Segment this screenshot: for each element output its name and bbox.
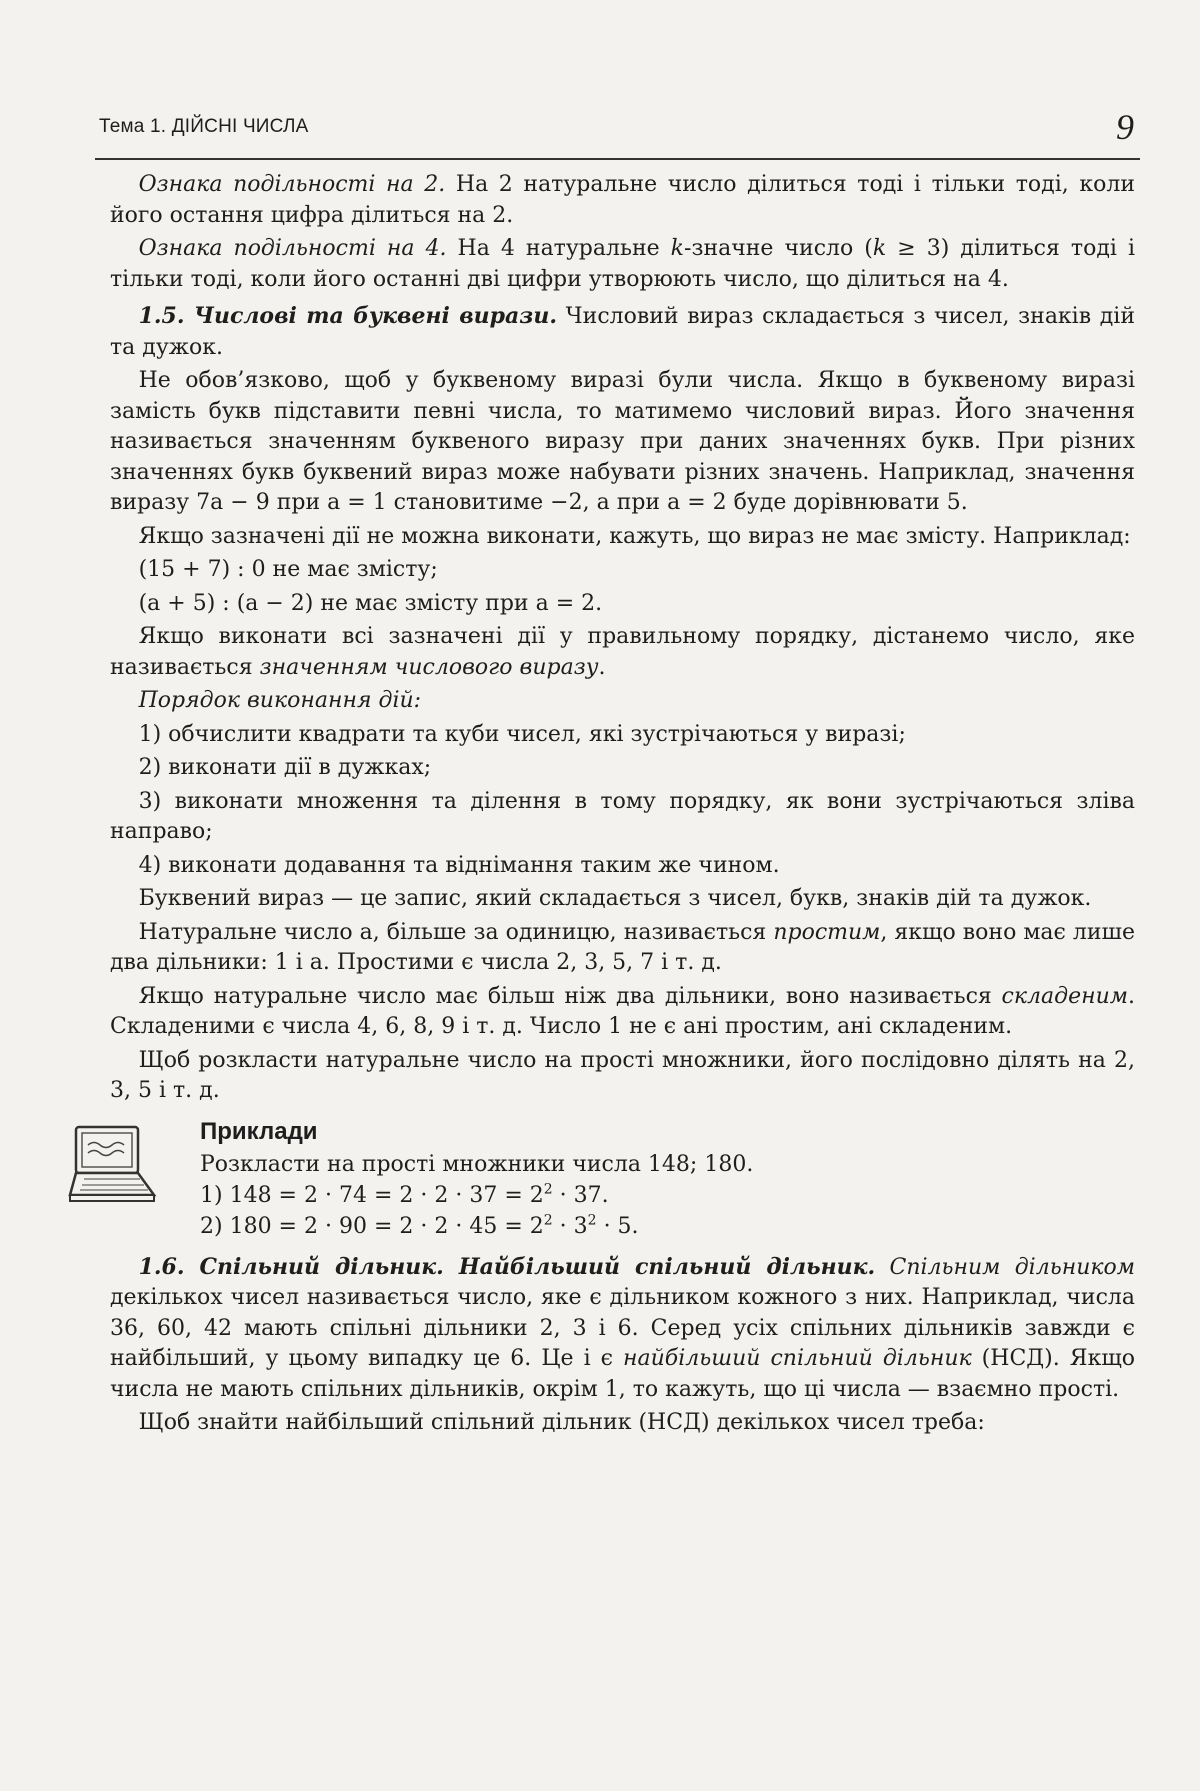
text: · 5. bbox=[596, 1213, 639, 1239]
text: Якщо виконати всі зазначені дії у правильному порядку, дістанемо число, яке називається bbox=[110, 624, 1135, 680]
text: На 4 натуральне bbox=[446, 236, 671, 261]
examples-solution-1 bbox=[200, 1180, 1135, 1211]
term: Спільним дільником bbox=[875, 1254, 1135, 1280]
var: k bbox=[872, 236, 887, 261]
text: . bbox=[598, 654, 606, 680]
example-2: (a + 5) : (a − 2) не має змісту при a = 2. bbox=[138, 590, 603, 616]
page-body bbox=[110, 170, 1135, 1442]
order-item: 3) виконати множення та ділення в тому порядку, як вони зустрічаються зліва направо; bbox=[110, 788, 1135, 844]
section-heading: 1.5. Числові та буквені вирази. bbox=[138, 303, 557, 329]
paragraph-value bbox=[110, 622, 1135, 683]
paragraph-composite bbox=[110, 982, 1135, 1043]
section-1-5 bbox=[110, 301, 1135, 363]
text: · 37. bbox=[552, 1182, 609, 1208]
paragraph-letter-expressions: Не обов’язково, щоб у буквеному виразі були числа. Якщо в буквеному виразі замість букв підставити певні числа, то матимемо числовий вираз. Його значення називається значенням буквеного виразу при даних значеннях букв. При різних значеннях букв буквений вираз може набувати різних значень. Наприклад, значення виразу 7a − 9 при a = 1 становитиме −2, а при a = 2 буде дорівнювати 5. bbox=[110, 368, 1135, 515]
section-heading: 1.6. Спільний дільник. Найбільший спільний дільник. bbox=[138, 1253, 876, 1280]
examples-solution-2 bbox=[200, 1211, 1135, 1242]
examples-title: Приклади bbox=[200, 1117, 318, 1145]
order-title: Порядок виконання дій: bbox=[138, 688, 422, 713]
laptop-icon bbox=[62, 1123, 162, 1211]
paragraph-letter-def: Буквений вираз — це запис, який складається з чисел, букв, знаків дій та дужок. bbox=[138, 886, 1092, 911]
text: ≥ 3) ділиться тоді і тільки тоді, коли його останні дві цифри утворюють число, що ділиться на 4. bbox=[110, 236, 1135, 292]
text: Натуральне число a, більше за одиницю, називається bbox=[138, 919, 774, 945]
example-1: (15 + 7) : 0 не має змісту; bbox=[138, 557, 438, 582]
text: -значне число ( bbox=[684, 236, 873, 261]
exponent: 2 bbox=[543, 1181, 553, 1198]
term: простим bbox=[773, 919, 881, 945]
term: Ознака подільності на 4. bbox=[138, 236, 447, 261]
examples-block bbox=[110, 1115, 1135, 1242]
term: Ознака подільності на 2. bbox=[138, 172, 446, 197]
text: (НСД). Якщо числа не мають спільних дільників, окрім 1, то кажуть, що ці числа — взаємно прості. bbox=[110, 1346, 1136, 1402]
paragraph-prime bbox=[110, 918, 1135, 979]
exponent: 2 bbox=[543, 1212, 553, 1229]
order-item: 4) виконати додавання та віднімання таким же чином. bbox=[138, 852, 780, 878]
term: найбільший спільний дільник bbox=[623, 1346, 972, 1371]
text: декількох чисел називається число, яке є дільником кожного з них. Наприклад, числа 36, 60, 42 мають спільні дільники 2, 3 і 6. Серед усіх спільних дільників завжди є найбільший, у цьому випадку це 6. Це і є bbox=[110, 1285, 1135, 1371]
order-item: 1) обчислити квадрати та куби чисел, які зустрічаються у виразі; bbox=[138, 721, 906, 747]
var: k bbox=[670, 236, 685, 261]
text: На 2 натуральне число ділиться тоді і тільки тоді, коли його остання цифра ділиться на 2. bbox=[110, 172, 1135, 228]
section-1-6 bbox=[110, 1252, 1135, 1406]
paragraph-divisibility-2 bbox=[110, 170, 1135, 231]
text: Числовий вираз складається з чисел, знаків дій та дужок. bbox=[110, 304, 1136, 360]
order-item: 2) виконати дії в дужках; bbox=[138, 755, 432, 780]
page-number: 9 bbox=[1116, 107, 1134, 147]
paragraph-gcd-method: Щоб знайти найбільший спільний дільник (НСД) декількох чисел треба: bbox=[138, 1410, 985, 1435]
text: Якщо натуральне число має більш ніж два дільники, воно називається bbox=[138, 983, 1002, 1009]
page-header bbox=[95, 107, 1140, 160]
text: 1) 148 = 2 · 74 = 2 · 2 · 37 = 2 bbox=[200, 1182, 544, 1208]
paragraph-meaningless: Якщо зазначені дії не можна виконати, кажуть, що вираз не має змісту. Наприклад: bbox=[138, 523, 1131, 549]
text: . Складеними є числа 4, 6, 8, 9 і т. д. Число 1 не є ані простим, ані складеним. bbox=[110, 983, 1135, 1039]
text: 2) 180 = 2 · 90 = 2 · 2 · 45 = 2 bbox=[200, 1213, 544, 1239]
topic-title: Тема 1. ДІЙСНІ ЧИСЛА bbox=[99, 116, 309, 137]
text: · 3 bbox=[552, 1213, 588, 1239]
text: , якщо воно має лише два дільники: 1 і a. Простими є числа 2, 3, 5, 7 і т. д. bbox=[110, 919, 1136, 975]
term: складеним bbox=[1001, 983, 1128, 1009]
exponent: 2 bbox=[587, 1212, 597, 1229]
paragraph-factorize: Щоб розкласти натуральне число на прості множники, його послідовно ділять на 2, 3, 5 і т. д. bbox=[110, 1047, 1135, 1103]
term: значенням числового виразу bbox=[259, 654, 599, 680]
paragraph-divisibility-4 bbox=[110, 234, 1135, 295]
examples-task: Розкласти на прості множники числа 148; 180. bbox=[200, 1151, 754, 1177]
